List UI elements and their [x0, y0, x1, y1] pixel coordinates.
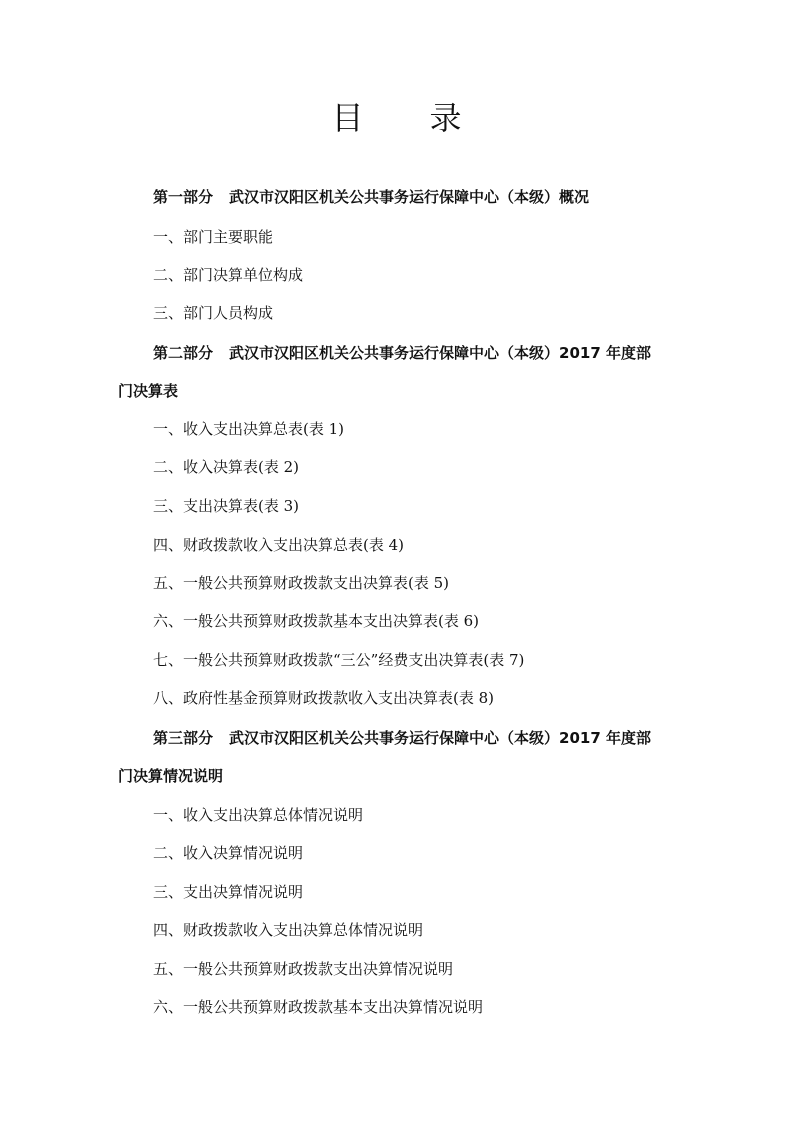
toc-item: 六、一般公共预算财政拨款基本支出决算情况说明 — [153, 998, 484, 1016]
toc-item: 一、收入支出决算总体情况说明 — [153, 806, 364, 824]
part-heading-1 — [153, 186, 589, 208]
toc-item: 四、财政拨款收入支出决算总表(表 4) — [153, 536, 405, 554]
part-label: 第一部分 — [153, 188, 214, 206]
toc-item: 一、部门主要职能 — [153, 228, 274, 246]
part-heading-3 — [153, 727, 651, 749]
part-title: 武汉市汉阳区机关公共事务运行保障中心（本级）2017 年度部 — [229, 729, 651, 747]
toc-item: 二、收入决算情况说明 — [153, 844, 304, 862]
toc-item: 三、支出决算情况说明 — [153, 883, 304, 901]
part-title: 武汉市汉阳区机关公共事务运行保障中心（本级）2017 年度部 — [229, 344, 651, 362]
toc-item: 五、一般公共预算财政拨款支出决算表(表 5) — [153, 574, 450, 592]
toc-item: 五、一般公共预算财政拨款支出决算情况说明 — [153, 960, 454, 978]
part-heading-continuation: 门决算情况说明 — [118, 767, 224, 785]
part-label: 第二部分 — [153, 344, 214, 362]
toc-item: 二、收入决算表(表 2) — [153, 458, 300, 476]
toc-item: 八、政府性基金预算财政拨款收入支出决算表(表 8) — [153, 689, 495, 707]
toc-item: 二、部门决算单位构成 — [153, 266, 304, 284]
toc-item: 七、一般公共预算财政拨款“三公”经费支出决算表(表 7) — [153, 651, 525, 669]
toc-item: 四、财政拨款收入支出决算总体情况说明 — [153, 921, 424, 939]
part-heading-2 — [153, 342, 651, 364]
part-heading-continuation: 门决算表 — [118, 382, 179, 400]
part-title: 武汉市汉阳区机关公共事务运行保障中心（本级）概况 — [229, 188, 590, 206]
toc-item: 三、支出决算表(表 3) — [153, 497, 300, 515]
toc-item: 三、部门人员构成 — [153, 304, 274, 322]
part-label: 第三部分 — [153, 729, 214, 747]
toc-item: 六、一般公共预算财政拨款基本支出决算表(表 6) — [153, 612, 480, 630]
page-title: 目录 — [331, 99, 528, 137]
toc-item: 一、收入支出决算总表(表 1) — [153, 420, 345, 438]
